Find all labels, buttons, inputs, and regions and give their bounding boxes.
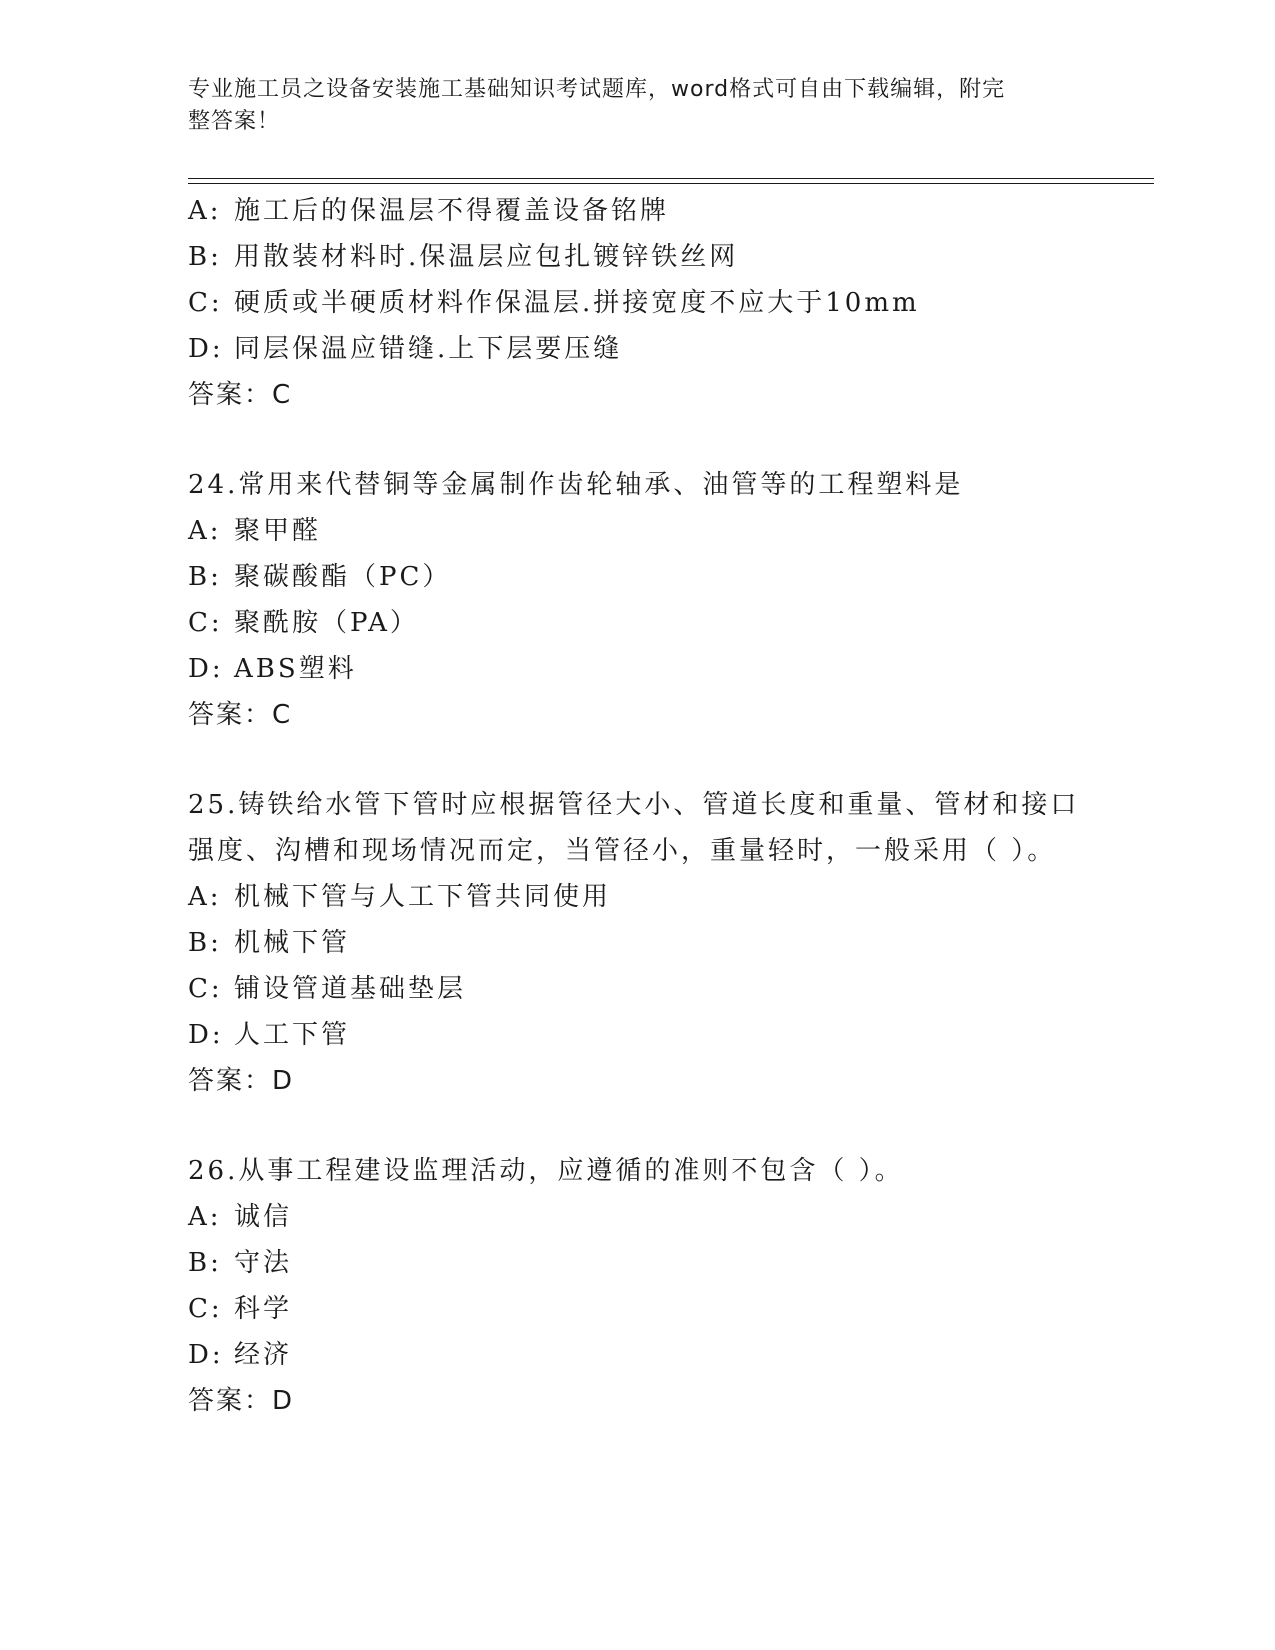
option-c: C: 科学 xyxy=(188,1294,293,1324)
question-text: 24.常用来代替铜等金属制作齿轮轴承、油管等的工程塑料是 xyxy=(188,470,964,500)
answer: 答案：D xyxy=(188,1386,295,1416)
option-c: C: 硬质或半硬质材料作保温层.拼接宽度不应大于10mm xyxy=(188,288,920,318)
option-b: B: 聚碳酸酯（PC） xyxy=(188,562,452,592)
header-rule-bottom xyxy=(188,183,1154,184)
answer: 答案：D xyxy=(188,1066,295,1096)
option-a: A: 机械下管与人工下管共同使用 xyxy=(188,882,612,912)
question-24 xyxy=(188,462,1154,738)
question-text-line-1: 25.铸铁给水管下管时应根据管径大小、管道长度和重量、管材和接口 xyxy=(188,790,1080,820)
document-header xyxy=(188,74,1068,138)
question-23 xyxy=(188,188,1154,418)
option-c: C: 铺设管道基础垫层 xyxy=(188,974,467,1004)
question-26 xyxy=(188,1148,1154,1424)
answer: 答案：C xyxy=(188,380,293,410)
option-b: B: 用散装材料时.保温层应包扎镀锌铁丝网 xyxy=(188,242,739,272)
question-text-line-2: 强度、沟槽和现场情况而定，当管径小，重量轻时，一般采用（ ）。 xyxy=(188,836,1057,866)
option-a: A: 诚信 xyxy=(188,1202,293,1232)
spacer xyxy=(188,418,1154,462)
answer: 答案：C xyxy=(188,700,293,730)
option-a: A: 施工后的保温层不得覆盖设备铭牌 xyxy=(188,196,670,226)
spacer xyxy=(188,738,1154,782)
option-d: D: 同层保温应错缝.上下层要压缝 xyxy=(188,334,623,364)
header-rule-top xyxy=(188,178,1154,179)
option-d: D: 人工下管 xyxy=(188,1020,351,1050)
option-d: D: ABS塑料 xyxy=(188,654,357,684)
option-d: D: 经济 xyxy=(188,1340,293,1370)
spacer xyxy=(188,1104,1154,1148)
question-text: 26.从事工程建设监理活动，应遵循的准则不包含（ ）。 xyxy=(188,1156,904,1186)
header-line-1: 专业施工员之设备安装施工基础知识考试题库，word格式可自由下载编辑，附完 xyxy=(188,77,1006,102)
option-a: A: 聚甲醛 xyxy=(188,516,322,546)
option-c: C: 聚酰胺（PA） xyxy=(188,608,419,638)
question-list xyxy=(188,188,1154,1424)
question-25 xyxy=(188,782,1154,1104)
header-line-2: 整答案！ xyxy=(188,109,281,134)
option-b: B: 守法 xyxy=(188,1248,293,1278)
option-b: B: 机械下管 xyxy=(188,928,351,958)
